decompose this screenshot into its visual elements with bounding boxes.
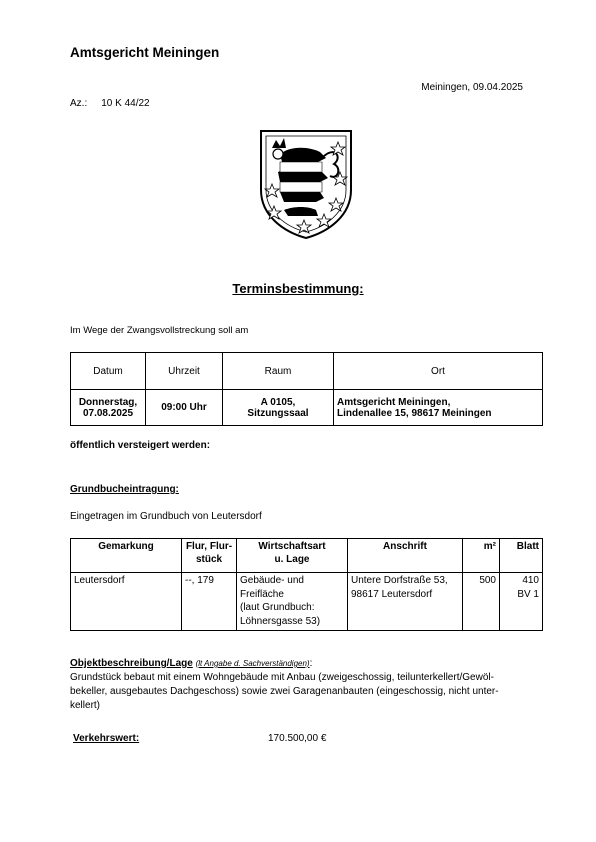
column-header-m2: m² — [463, 539, 500, 573]
wirtschaftsart-cell — [237, 573, 348, 631]
wirtschaft-line: Freifläche — [240, 588, 284, 600]
column-header-flur — [182, 539, 237, 573]
court-name: Amtsgericht Meiningen — [70, 45, 220, 60]
raum-number: A 0105, — [260, 396, 296, 408]
objekt-section — [70, 657, 550, 713]
intro-text: Im Wege der Zwangsvollstreckung soll am — [70, 325, 249, 336]
blatt-bv: BV 1 — [517, 588, 539, 600]
uhrzeit-cell: 09:00 Uhr — [146, 390, 223, 426]
table-header-row — [71, 539, 543, 573]
column-header-blatt: Blatt — [500, 539, 543, 573]
anschrift-line: 98617 Leutersdorf — [351, 588, 433, 600]
auction-statement: öffentlich versteigert werden: — [70, 440, 211, 451]
termin-table — [70, 352, 543, 426]
flur-cell: --, 179 — [182, 573, 237, 631]
place-date: Meiningen, 09.04.2025 — [421, 82, 523, 93]
verkehrswert-label: Verkehrswert: — [73, 733, 140, 744]
flur-header-line: Flur, Flur- — [185, 541, 233, 552]
thuringia-coat-of-arms-icon — [258, 128, 354, 240]
objekt-description-line: Grundstück bebaut mit einem Wohngebäude mit Anbau (zweigeschossig, teilunterkellert/Gewöl- — [70, 672, 494, 683]
wirtschaft-line: Löhnersgasse 53) — [240, 615, 321, 627]
az-label: Az.: — [70, 98, 88, 109]
objekt-description-line: kellert) — [70, 700, 101, 711]
table-row — [71, 390, 543, 426]
objekt-source-note: (lt Angabe d. Sachverständigen) — [195, 659, 310, 668]
wirtschaft-header-line: Wirtschaftsart — [258, 541, 326, 552]
wirtschaft-line: Gebäude- und — [240, 575, 304, 586]
datum-cell — [71, 390, 146, 426]
column-header: Uhrzeit — [146, 353, 223, 390]
table-row — [71, 573, 543, 631]
objekt-colon: : — [309, 658, 313, 669]
wirtschaft-header-line: u. Lage — [274, 554, 310, 565]
raum-cell — [223, 390, 334, 426]
ort-court: Amtsgericht Meiningen, — [337, 396, 451, 408]
column-header: Datum — [71, 353, 146, 390]
table-header-row — [71, 353, 543, 390]
column-header-gemarkung: Gemarkung — [71, 539, 182, 573]
verkehrswert-value: 170.500,00 € — [268, 733, 327, 744]
gemarkung-cell: Leutersdorf — [71, 573, 182, 631]
grundbuch-table — [70, 538, 543, 631]
grundbuch-text: Eingetragen im Grundbuch von Leutersdorf — [70, 511, 262, 522]
ort-cell — [334, 390, 543, 426]
anschrift-line: Untere Dorfstraße 53, — [351, 575, 448, 586]
column-header-anschrift: Anschrift — [348, 539, 463, 573]
ort-address: Lindenallee 15, 98617 Meiningen — [337, 407, 492, 419]
blatt-cell — [500, 573, 543, 631]
objekt-description-line: bekeller, ausgebautes Dachgeschoss) sowie zwei Garagenanbauten (eingeschossig, nicht unter- — [70, 686, 499, 697]
blatt-number: 410 — [522, 575, 539, 586]
file-reference — [70, 98, 150, 109]
raum-name: Sitzungssaal — [247, 407, 309, 419]
column-header: Raum — [223, 353, 334, 390]
m2-cell: 500 — [463, 573, 500, 631]
page-title: Terminsbestimmung: — [232, 281, 364, 296]
grundbuch-heading: Grundbucheintragung: — [70, 484, 179, 495]
flur-header-line: stück — [195, 554, 223, 565]
column-header: Ort — [334, 353, 543, 390]
objekt-heading: Objektbeschreibung/Lage — [70, 658, 193, 669]
az-value: 10 K 44/22 — [101, 98, 150, 109]
column-header-wirtschaftsart — [237, 539, 348, 573]
datum-weekday: Donnerstag, — [78, 396, 138, 408]
datum-date: 07.08.2025 — [82, 407, 134, 419]
objekt-heading-line — [70, 657, 550, 671]
wirtschaft-line: (laut Grundbuch: — [240, 602, 315, 613]
anschrift-cell — [348, 573, 463, 631]
